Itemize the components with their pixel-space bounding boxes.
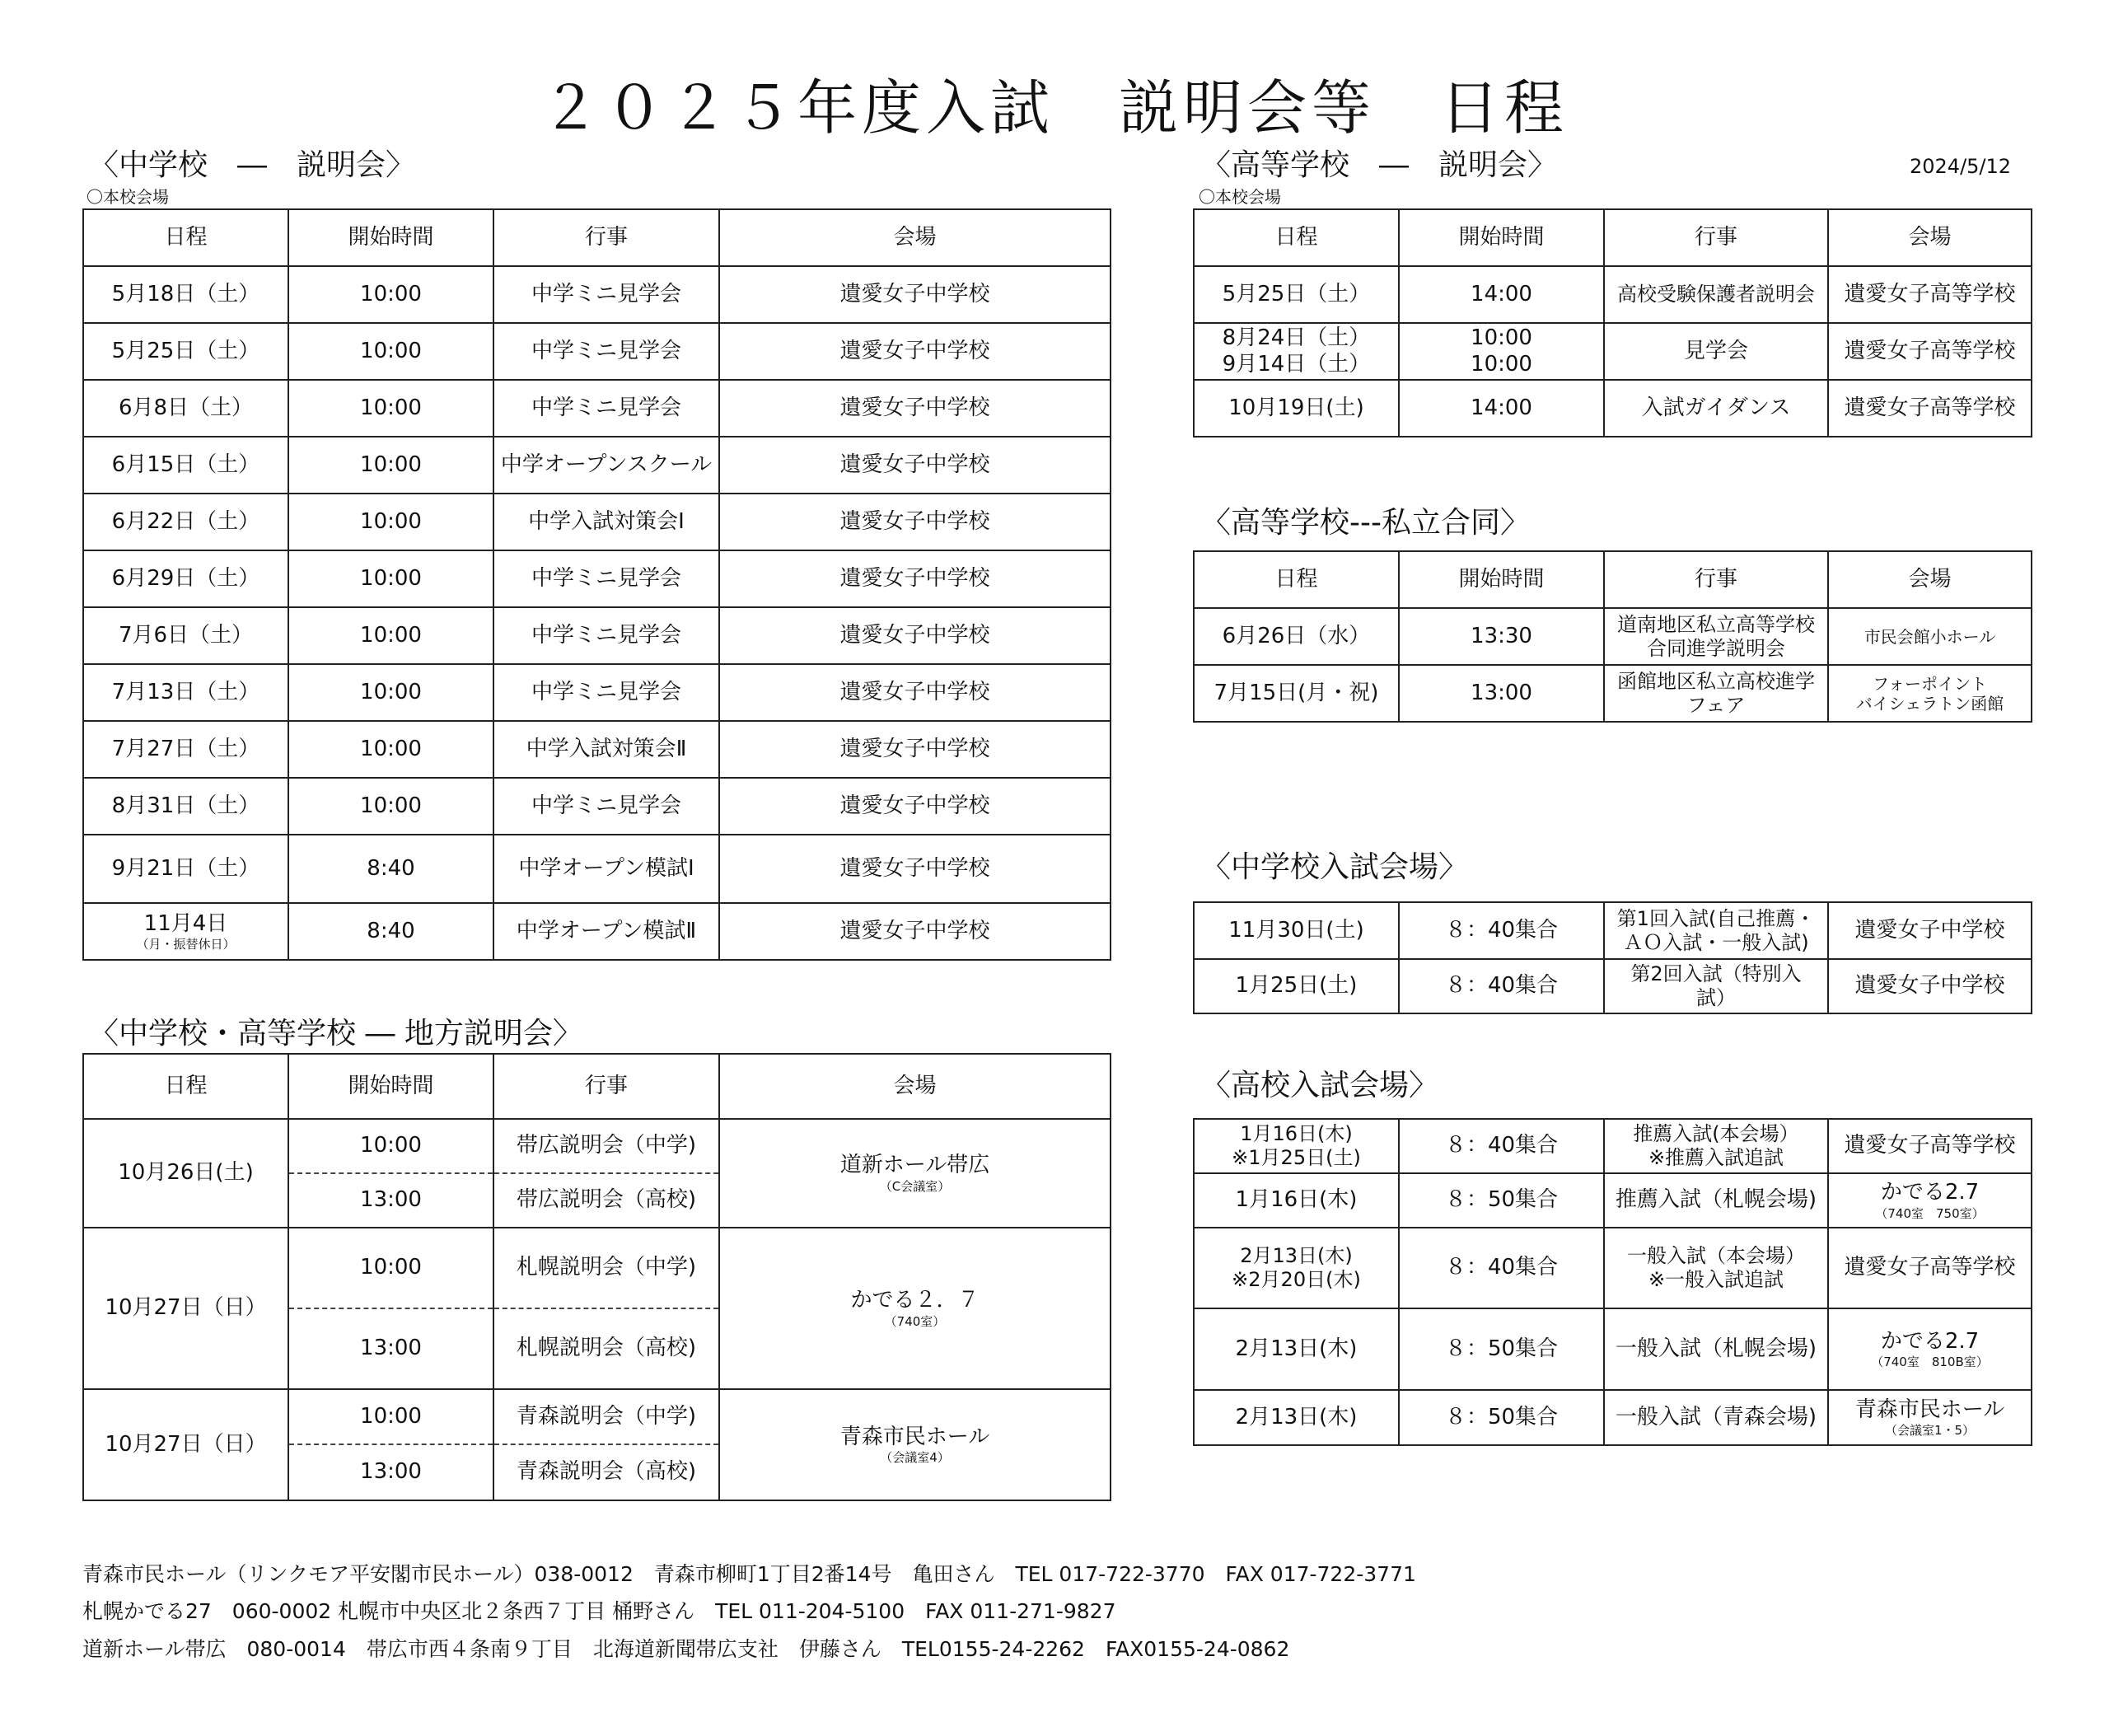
cell-time: 10:00 bbox=[288, 380, 493, 437]
document-date: 2024/5/12 bbox=[1910, 155, 2012, 178]
table-row bbox=[83, 437, 1111, 494]
col-header: 行事 bbox=[493, 1054, 719, 1119]
table-row bbox=[1194, 959, 2032, 1013]
cell-venue: 遺愛女子中学校 bbox=[719, 494, 1111, 550]
table-row bbox=[83, 1389, 1111, 1444]
cell-venue: かでる２．７ （740室） bbox=[719, 1228, 1111, 1389]
regional-table bbox=[82, 1053, 1111, 1501]
cell-venue: 遺愛女子高等学校 bbox=[1828, 323, 2032, 380]
col-header: 開始時間 bbox=[288, 1054, 493, 1119]
table-row bbox=[1194, 380, 2032, 437]
hs-table bbox=[1193, 208, 2032, 438]
table-row bbox=[1194, 1173, 2032, 1228]
cell-time: ８：40集合 bbox=[1399, 959, 1604, 1013]
cell-venue: 青森市民ホール （会議室1・5） bbox=[1828, 1390, 2032, 1445]
footer-line: 札幌かでる27 060-0002 札幌市中央区北２条西７丁目 桶野さん TEL 011-204-5100 FAX 011-271-9827 bbox=[82, 1599, 1116, 1623]
cell-event: 中学ミニ見学会 bbox=[493, 607, 719, 664]
table-row bbox=[83, 721, 1111, 778]
footer-line: 道新ホール帯広 080-0014 帯広市西４条南９丁目 北海道新聞帯広支社 伊藤さん TEL0155-24-2262 FAX0155-24-0862 bbox=[82, 1637, 1290, 1661]
table-row bbox=[83, 550, 1111, 607]
table-row bbox=[83, 1228, 1111, 1308]
header-row bbox=[1194, 551, 2032, 608]
cell-time: 14:00 bbox=[1399, 266, 1604, 323]
cell-time: ８：50集合 bbox=[1399, 1173, 1604, 1228]
cell-venue: 遺愛女子高等学校 bbox=[1828, 1119, 2032, 1173]
cell-time: 13:00 bbox=[288, 1173, 493, 1228]
cell-venue: 遺愛女子中学校 bbox=[719, 607, 1111, 664]
cell-date: 10月26日(土) bbox=[83, 1119, 288, 1228]
table-row bbox=[83, 903, 1111, 960]
table-row bbox=[1194, 1228, 2032, 1308]
cell-date: 7月6日（土） bbox=[83, 607, 288, 664]
cell-date: 6月8日（土） bbox=[83, 380, 288, 437]
cell-time: 10:00 bbox=[288, 607, 493, 664]
cell-venue: かでる2.7 （740室 750室） bbox=[1828, 1173, 2032, 1228]
cell-event: 中学入試対策会Ⅰ bbox=[493, 494, 719, 550]
cell-date: 8月24日（土） 9月14日（土） bbox=[1194, 323, 1399, 380]
footer-line: 青森市民ホール（リンクモア平安閣市民ホール）038-0012 青森市柳町1丁目2番14号 亀田さん TEL 017-722-3770 FAX 017-722-3771 bbox=[82, 1562, 1416, 1586]
cell-date: 5月25日（土） bbox=[83, 323, 288, 380]
cell-venue: 青森市民ホール （会議室4） bbox=[719, 1389, 1111, 1500]
cell-event: 函館地区私立高校進学 フェア bbox=[1604, 665, 1828, 722]
cell-venue: 遺愛女子中学校 bbox=[719, 664, 1111, 721]
cell-venue: 遺愛女子中学校 bbox=[719, 835, 1111, 903]
jhs-note: 〇本校会場 bbox=[87, 187, 169, 207]
table-row bbox=[83, 664, 1111, 721]
cell-date: 11月30日(土) bbox=[1194, 902, 1399, 959]
col-header: 会場 bbox=[719, 1054, 1111, 1119]
cell-time: ８：40集合 bbox=[1399, 1119, 1604, 1173]
hs-note: 〇本校会場 bbox=[1199, 187, 1281, 207]
cell-time: 10:00 bbox=[288, 437, 493, 494]
col-header: 日程 bbox=[1194, 551, 1399, 608]
col-header: 会場 bbox=[1828, 551, 2032, 608]
table-row bbox=[1194, 323, 2032, 380]
cell-event: 高校受験保護者説明会 bbox=[1604, 266, 1828, 323]
cell-event: 青森説明会（高校) bbox=[493, 1444, 719, 1500]
cell-time: 10:00 bbox=[288, 323, 493, 380]
cell-event: 中学オープンスクール bbox=[493, 437, 719, 494]
joint-heading: 〈高等学校---私立合同〉 bbox=[1201, 506, 1530, 540]
table-row bbox=[83, 1119, 1111, 1173]
cell-event: 中学入試対策会Ⅱ bbox=[493, 721, 719, 778]
col-header: 行事 bbox=[1604, 209, 1828, 266]
col-header: 日程 bbox=[1194, 209, 1399, 266]
cell-venue: 道新ホール帯広 （C会議室） bbox=[719, 1119, 1111, 1228]
cell-time: 10:00 bbox=[288, 266, 493, 323]
table-row bbox=[83, 323, 1111, 380]
cell-time: 10:00 bbox=[288, 1228, 493, 1308]
cell-event: 青森説明会（中学) bbox=[493, 1389, 719, 1444]
cell-date: 6月15日（土） bbox=[83, 437, 288, 494]
cell-time: 10:00 bbox=[288, 1389, 493, 1444]
cell-event: 中学オープン模試Ⅰ bbox=[493, 835, 719, 903]
table-row bbox=[1194, 902, 2032, 959]
table-row bbox=[83, 266, 1111, 323]
cell-date: 2月13日(木) bbox=[1194, 1390, 1399, 1445]
col-header: 行事 bbox=[1604, 551, 1828, 608]
cell-time: 13:00 bbox=[1399, 665, 1604, 722]
regional-heading: 〈中学校・高等学校 ― 地方説明会〉 bbox=[89, 1017, 582, 1050]
table-row bbox=[1194, 608, 2032, 665]
cell-time: 10:00 bbox=[288, 1119, 493, 1173]
cell-event: 中学ミニ見学会 bbox=[493, 323, 719, 380]
jexam-heading: 〈中学校入試会場〉 bbox=[1201, 850, 1469, 884]
cell-venue: 市民会館小ホール bbox=[1828, 608, 2032, 665]
cell-time: 10:00 bbox=[288, 664, 493, 721]
cell-time: 13:30 bbox=[1399, 608, 1604, 665]
page-title: ２０２５年度入試 説明会等 日程 bbox=[540, 73, 1569, 143]
cell-date: 7月13日（土） bbox=[83, 664, 288, 721]
cell-date: 1月16日(木) ※1月25日(土) bbox=[1194, 1119, 1399, 1173]
cell-event: 推薦入試（札幌会場) bbox=[1604, 1173, 1828, 1228]
cell-event: 中学ミニ見学会 bbox=[493, 550, 719, 607]
header-row bbox=[83, 1054, 1111, 1119]
header-row bbox=[1194, 209, 2032, 266]
hexam-table bbox=[1193, 1118, 2032, 1446]
cell-event: 一般入試（本会場） ※一般入試追試 bbox=[1604, 1228, 1828, 1308]
cell-event: 帯広説明会（高校) bbox=[493, 1173, 719, 1228]
table-row bbox=[83, 835, 1111, 903]
cell-date: 7月15日(月・祝) bbox=[1194, 665, 1399, 722]
cell-event: 入試ガイダンス bbox=[1604, 380, 1828, 437]
cell-venue: 遺愛女子中学校 bbox=[719, 323, 1111, 380]
cell-date: 8月31日（土） bbox=[83, 778, 288, 835]
cell-date: 7月27日（土） bbox=[83, 721, 288, 778]
cell-date: 5月25日（土） bbox=[1194, 266, 1399, 323]
cell-date: 1月16日(木) bbox=[1194, 1173, 1399, 1228]
hexam-heading: 〈高校入試会場〉 bbox=[1201, 1069, 1439, 1102]
cell-date: 1月25日(土) bbox=[1194, 959, 1399, 1013]
cell-venue: 遺愛女子中学校 bbox=[719, 721, 1111, 778]
table-row bbox=[1194, 665, 2032, 722]
cell-time: 10:00 bbox=[288, 778, 493, 835]
col-header: 開始時間 bbox=[1399, 551, 1604, 608]
cell-venue: 遺愛女子中学校 bbox=[719, 437, 1111, 494]
cell-date: 6月22日（土） bbox=[83, 494, 288, 550]
table-row bbox=[83, 494, 1111, 550]
cell-event: 第2回入試（特別入 試） bbox=[1604, 959, 1828, 1013]
cell-date: 10月27日（日） bbox=[83, 1389, 288, 1500]
cell-venue: 遺愛女子中学校 bbox=[719, 903, 1111, 960]
col-header: 日程 bbox=[83, 209, 288, 266]
col-header: 開始時間 bbox=[1399, 209, 1604, 266]
cell-event: 札幌説明会（中学) bbox=[493, 1228, 719, 1308]
cell-venue: 遺愛女子高等学校 bbox=[1828, 266, 2032, 323]
cell-venue: 遺愛女子中学校 bbox=[719, 550, 1111, 607]
cell-time: 10:00 bbox=[288, 721, 493, 778]
cell-event: 見学会 bbox=[1604, 323, 1828, 380]
col-header: 開始時間 bbox=[288, 209, 493, 266]
cell-date: 2月13日(木) ※2月20日(木) bbox=[1194, 1228, 1399, 1308]
cell-date: 6月29日（土） bbox=[83, 550, 288, 607]
header-row bbox=[83, 209, 1111, 266]
table-row bbox=[83, 380, 1111, 437]
cell-time: ８：50集合 bbox=[1399, 1308, 1604, 1390]
cell-date: 10月27日（日） bbox=[83, 1228, 288, 1389]
cell-event: 札幌説明会（高校) bbox=[493, 1308, 719, 1389]
table-row bbox=[1194, 1119, 2032, 1173]
cell-event: 中学ミニ見学会 bbox=[493, 778, 719, 835]
col-header: 会場 bbox=[1828, 209, 2032, 266]
cell-venue: 遺愛女子中学校 bbox=[719, 266, 1111, 323]
cell-time: 10:00 10:00 bbox=[1399, 323, 1604, 380]
cell-event: 道南地区私立高等学校 合同進学説明会 bbox=[1604, 608, 1828, 665]
cell-event: 中学オープン模試Ⅱ bbox=[493, 903, 719, 960]
cell-event: 第1回入試(自己推薦・ ＡＯ入試・一般入試) bbox=[1604, 902, 1828, 959]
cell-event: 推薦入試(本会場） ※推薦入試追試 bbox=[1604, 1119, 1828, 1173]
cell-venue: フォーポイント バイシェラトン函館 bbox=[1828, 665, 2032, 722]
cell-date: 9月21日（土） bbox=[83, 835, 288, 903]
cell-date: 2月13日(木) bbox=[1194, 1308, 1399, 1390]
cell-time: ８：40集合 bbox=[1399, 1228, 1604, 1308]
hs-heading: 〈高等学校 ― 説明会〉 bbox=[1201, 148, 1558, 182]
col-header: 日程 bbox=[83, 1054, 288, 1119]
jhs-heading: 〈中学校 ― 説明会〉 bbox=[89, 148, 416, 182]
table-row bbox=[83, 607, 1111, 664]
cell-time: 8:40 bbox=[288, 903, 493, 960]
table-row bbox=[1194, 266, 2032, 323]
cell-event: 帯広説明会（中学) bbox=[493, 1119, 719, 1173]
cell-venue: かでる2.7 （740室 810B室） bbox=[1828, 1308, 2032, 1390]
cell-date: 6月26日（水） bbox=[1194, 608, 1399, 665]
cell-time: ８：40集合 bbox=[1399, 902, 1604, 959]
jexam-table bbox=[1193, 901, 2032, 1014]
cell-venue: 遺愛女子中学校 bbox=[1828, 902, 2032, 959]
cell-time: 14:00 bbox=[1399, 380, 1604, 437]
cell-date: 10月19日(土) bbox=[1194, 380, 1399, 437]
cell-event: 中学ミニ見学会 bbox=[493, 664, 719, 721]
cell-event: 一般入試（青森会場) bbox=[1604, 1390, 1828, 1445]
cell-time: 10:00 bbox=[288, 550, 493, 607]
joint-table bbox=[1193, 550, 2032, 723]
cell-time: 8:40 bbox=[288, 835, 493, 903]
cell-date: 11月4日 （月・振替休日） bbox=[83, 903, 288, 960]
cell-venue: 遺愛女子高等学校 bbox=[1828, 380, 2032, 437]
cell-event: 中学ミニ見学会 bbox=[493, 266, 719, 323]
cell-time: 13:00 bbox=[288, 1308, 493, 1389]
table-row bbox=[83, 778, 1111, 835]
table-row bbox=[1194, 1308, 2032, 1390]
cell-date: 5月18日（土） bbox=[83, 266, 288, 323]
col-header: 会場 bbox=[719, 209, 1111, 266]
cell-venue: 遺愛女子中学校 bbox=[719, 778, 1111, 835]
cell-event: 一般入試（札幌会場) bbox=[1604, 1308, 1828, 1390]
col-header: 行事 bbox=[493, 209, 719, 266]
jhs-table bbox=[82, 208, 1111, 961]
cell-venue: 遺愛女子中学校 bbox=[719, 380, 1111, 437]
cell-event: 中学ミニ見学会 bbox=[493, 380, 719, 437]
cell-venue: 遺愛女子高等学校 bbox=[1828, 1228, 2032, 1308]
cell-time: 10:00 bbox=[288, 494, 493, 550]
cell-venue: 遺愛女子中学校 bbox=[1828, 959, 2032, 1013]
cell-time: 13:00 bbox=[288, 1444, 493, 1500]
cell-time: ８：50集合 bbox=[1399, 1390, 1604, 1445]
table-row bbox=[1194, 1390, 2032, 1445]
